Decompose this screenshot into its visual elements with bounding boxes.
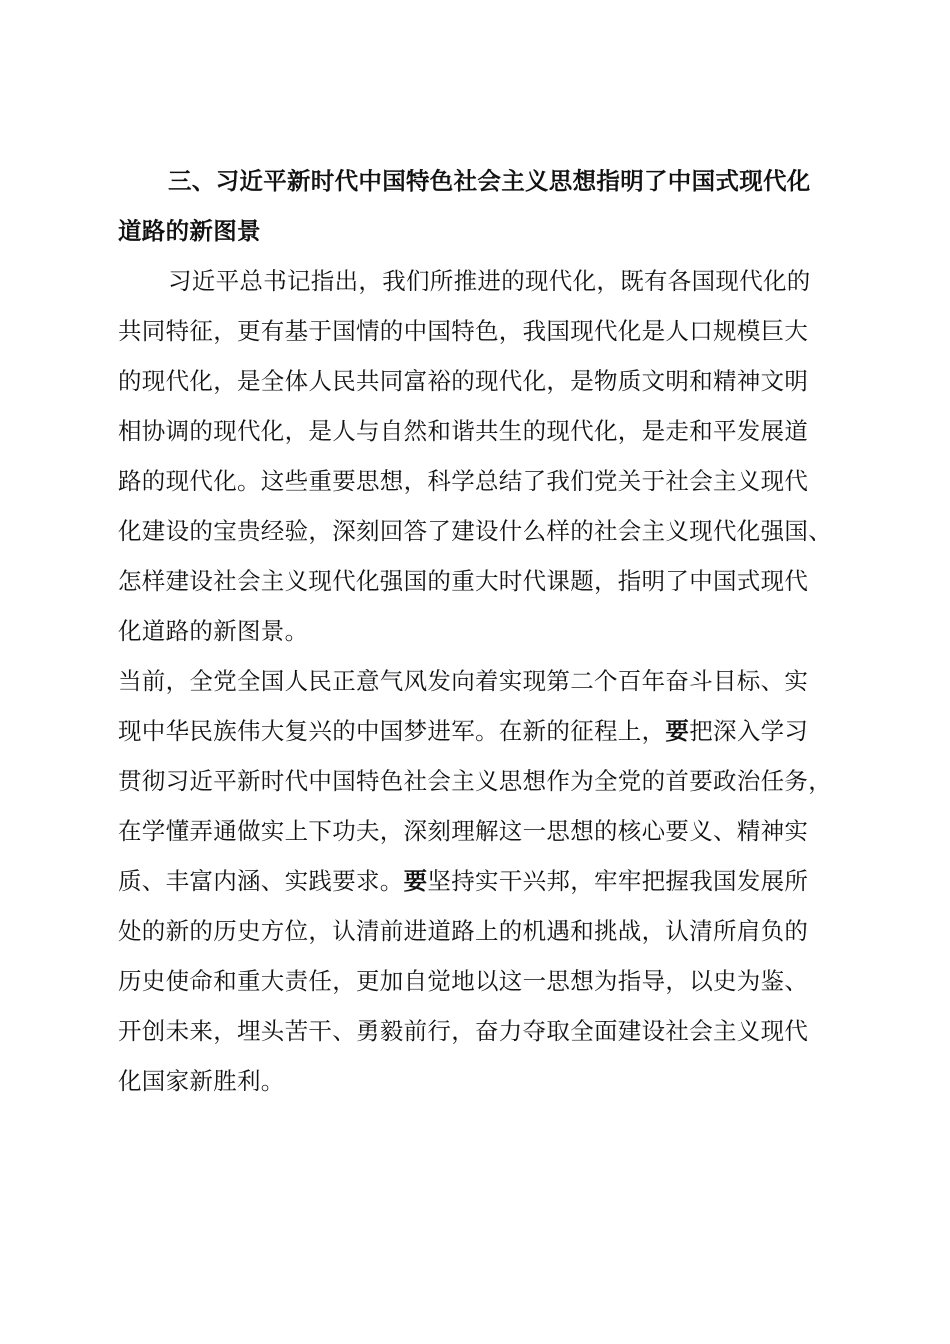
paragraph-2-line: 历史使命和重大责任，更加自觉地以这一思想为指导，以史为鉴、	[118, 967, 809, 995]
paragraph-1-line: 的现代化，是全体人民共同富裕的现代化，是物质文明和精神文明	[118, 367, 809, 395]
heading-line-1: 三、习近平新时代中国特色社会主义思想指明了中国式现代化	[168, 167, 811, 195]
paragraph-2-text: 质、丰富内涵、实践要求。	[118, 867, 404, 895]
paragraph-2-line: 化国家新胜利。	[118, 1067, 285, 1095]
paragraph-2-line: 开创未来，埋头苦干、勇毅前行，奋力夺取全面建设社会主义现代	[118, 1017, 809, 1045]
heading-line-2: 道路的新图景	[118, 217, 261, 245]
emphasis-text: 要	[403, 867, 428, 895]
paragraph-2-text: 坚持实干兴邦，牢牢把握我国发展所	[427, 867, 809, 895]
section-heading	[118, 156, 842, 256]
paragraph-1-line: 路的现代化。这些重要思想，科学总结了我们党关于社会主义现代	[118, 467, 809, 495]
emphasis-text: 要	[665, 717, 690, 745]
document-page	[118, 156, 842, 1106]
paragraph-2-line	[118, 856, 842, 906]
paragraph-2-line: 处的新的历史方位，认清前进道路上的机遇和挑战，认清所肩负的	[118, 917, 809, 945]
paragraph-2-line: 在学懂弄通做实上下功夫，深刻理解这一思想的核心要义、精神实	[118, 817, 809, 845]
paragraph-2	[118, 656, 842, 1106]
paragraph-2-text: 把深入学习	[689, 717, 809, 745]
paragraph-2-text: 现中华民族伟大复兴的中国梦进军。在新的征程上，	[118, 717, 666, 745]
paragraph-1-line: 相协调的现代化，是人与自然和谐共生的现代化，是走和平发展道	[118, 417, 809, 445]
paragraph-1-line: 化道路的新图景。	[118, 617, 309, 645]
paragraph-1	[118, 256, 842, 656]
paragraph-1-line: 化建设的宝贵经验，深刻回答了建设什么样的社会主义现代化强国、	[118, 517, 832, 545]
paragraph-2-line: 贯彻习近平新时代中国特色社会主义思想作为全党的首要政治任务，	[118, 767, 832, 795]
paragraph-1-line: 习近平总书记指出，我们所推进的现代化，既有各国现代化的	[168, 267, 811, 295]
paragraph-1-line: 怎样建设社会主义现代化强国的重大时代课题，指明了中国式现代	[118, 567, 809, 595]
paragraph-2-line: 当前，全党全国人民正意气风发向着实现第二个百年奋斗目标、实	[118, 667, 809, 695]
paragraph-1-line: 共同特征，更有基于国情的中国特色，我国现代化是人口规模巨大	[118, 317, 809, 345]
paragraph-2-line	[118, 706, 842, 756]
